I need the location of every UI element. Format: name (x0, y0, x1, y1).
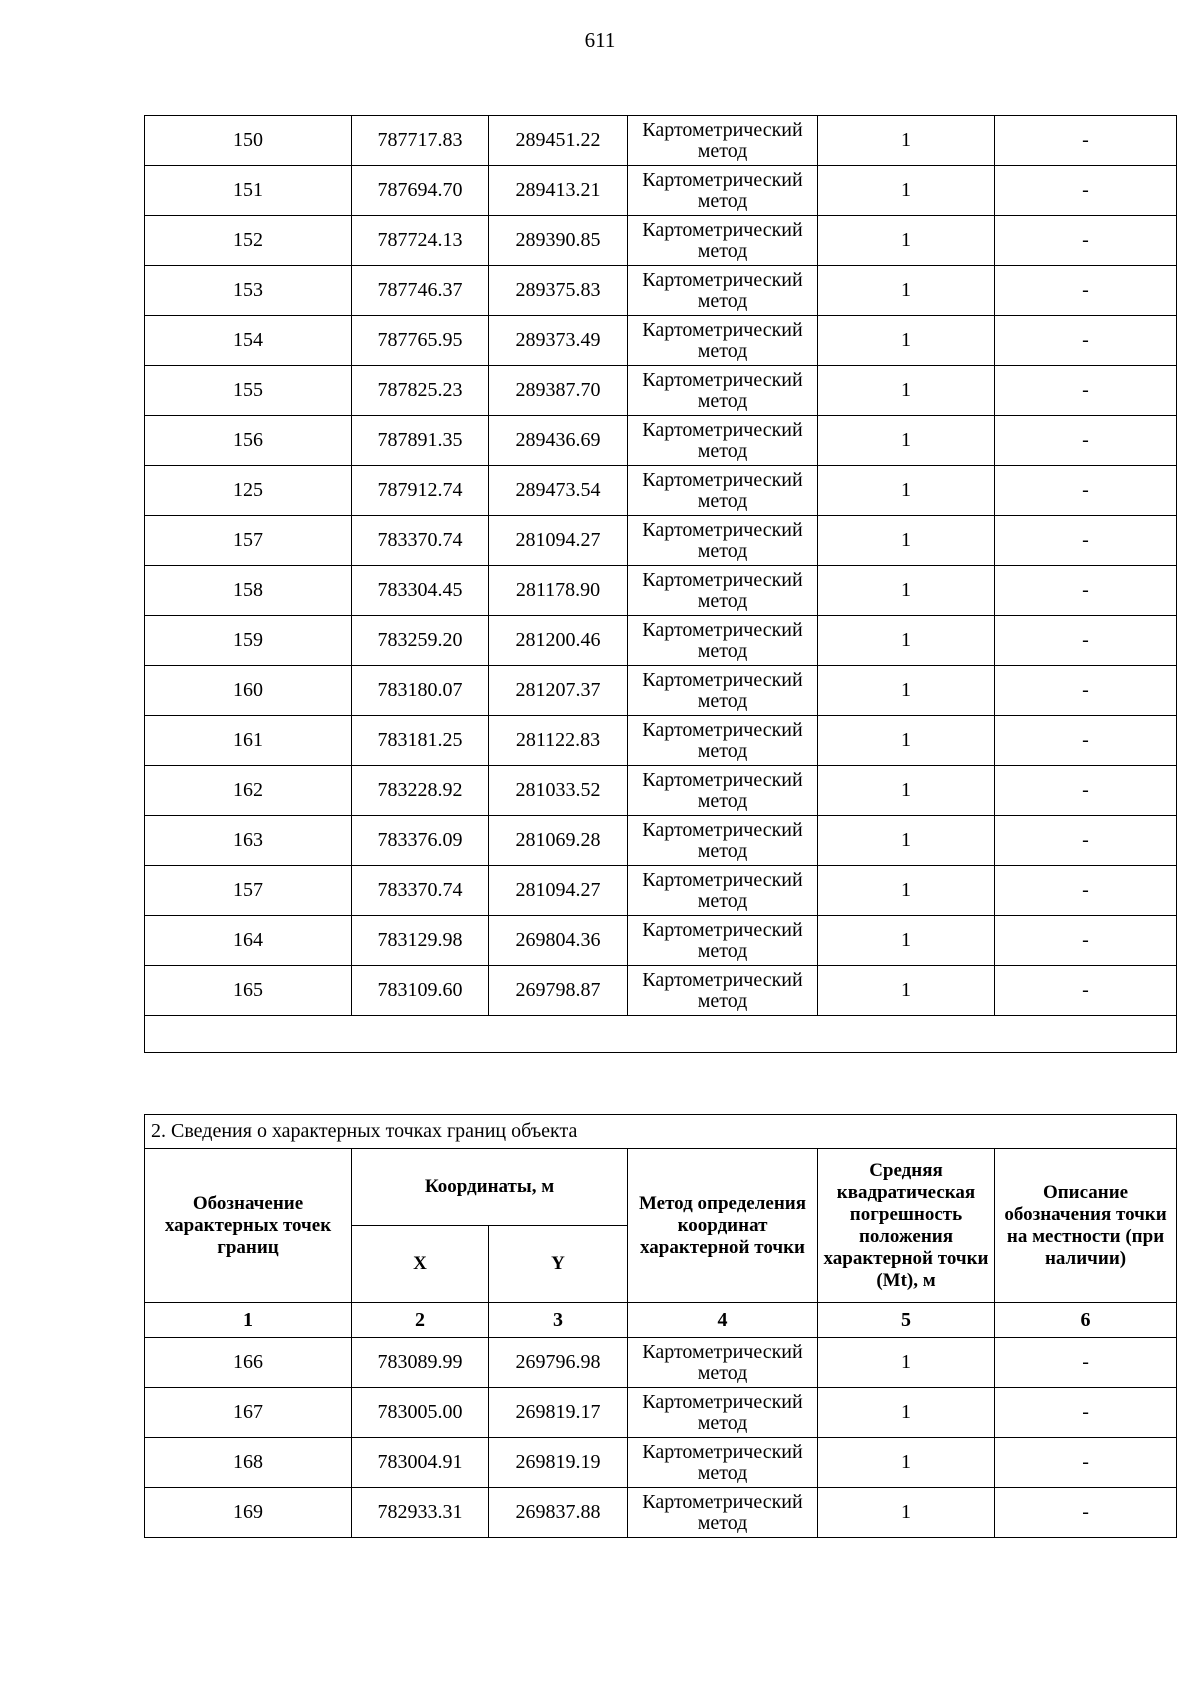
description-cell: - (995, 166, 1177, 216)
point-cell: 165 (145, 966, 352, 1016)
description-cell: - (995, 966, 1177, 1016)
table-row (145, 266, 1177, 316)
method-cell (628, 166, 818, 216)
method-line-2: метод (697, 739, 748, 762)
method-line-2: метод (697, 1461, 748, 1484)
method-line-2: метод (697, 989, 748, 1012)
mt-cell: 1 (818, 816, 995, 866)
method-cell (628, 466, 818, 516)
mt-cell: 1 (818, 116, 995, 166)
y-cell: 269804.36 (489, 916, 628, 966)
x-cell: 783109.60 (352, 966, 489, 1016)
method-line-2: метод (697, 539, 748, 562)
method-line-1: Картометрический (642, 318, 803, 341)
y-cell: 289373.49 (489, 316, 628, 366)
description-cell: - (995, 216, 1177, 266)
description-cell: - (995, 866, 1177, 916)
table-row (145, 916, 1177, 966)
x-cell: 787694.70 (352, 166, 489, 216)
point-cell: 166 (145, 1338, 352, 1388)
method-line-1: Картометрический (642, 118, 803, 141)
column-number: 4 (628, 1303, 818, 1338)
x-cell: 783376.09 (352, 816, 489, 866)
point-cell: 157 (145, 516, 352, 566)
point-cell: 160 (145, 666, 352, 716)
x-cell: 783089.99 (352, 1338, 489, 1388)
point-cell: 125 (145, 466, 352, 516)
x-cell: 782933.31 (352, 1488, 489, 1538)
y-cell: 281094.27 (489, 516, 628, 566)
mt-cell: 1 (818, 466, 995, 516)
method-line-2: метод (697, 489, 748, 512)
method-line-1: Картометрический (642, 718, 803, 741)
x-cell: 783180.07 (352, 666, 489, 716)
table-row (145, 466, 1177, 516)
mt-cell: 1 (818, 616, 995, 666)
mt-cell: 1 (818, 716, 995, 766)
method-cell (628, 816, 818, 866)
y-cell: 269837.88 (489, 1488, 628, 1538)
y-cell: 281200.46 (489, 616, 628, 666)
description-cell: - (995, 316, 1177, 366)
method-cell (628, 1438, 818, 1488)
header-coordinates: Координаты, м (352, 1149, 628, 1226)
method-cell (628, 366, 818, 416)
point-cell: 155 (145, 366, 352, 416)
y-cell: 281069.28 (489, 816, 628, 866)
method-line-2: метод (697, 639, 748, 662)
point-cell: 168 (145, 1438, 352, 1488)
column-number: 5 (818, 1303, 995, 1338)
y-cell: 281207.37 (489, 666, 628, 716)
description-cell: - (995, 566, 1177, 616)
x-cell: 787825.23 (352, 366, 489, 416)
header-x: X (352, 1226, 489, 1303)
method-line-2: метод (697, 689, 748, 712)
header-mt: Средняя квадратическая погрешность положения характерной точки (Mt), м (818, 1149, 995, 1303)
method-cell (628, 916, 818, 966)
section-title: 2. Сведения о характерных точках границ объекта (145, 1115, 1177, 1149)
x-cell: 783129.98 (352, 916, 489, 966)
point-cell: 163 (145, 816, 352, 866)
method-cell (628, 266, 818, 316)
table-row (145, 216, 1177, 266)
y-cell: 289451.22 (489, 116, 628, 166)
point-cell: 150 (145, 116, 352, 166)
method-line-1: Картометрический (642, 168, 803, 191)
description-cell: - (995, 366, 1177, 416)
table-row (145, 1488, 1177, 1538)
method-cell (628, 516, 818, 566)
mt-cell: 1 (818, 766, 995, 816)
method-line-1: Картометрический (642, 1490, 803, 1513)
page-number: 611 (584, 28, 616, 52)
y-cell: 269796.98 (489, 1338, 628, 1388)
table-row (145, 866, 1177, 916)
y-cell: 289473.54 (489, 466, 628, 516)
mt-cell: 1 (818, 216, 995, 266)
method-cell (628, 416, 818, 466)
method-cell (628, 1338, 818, 1388)
method-line-2: метод (697, 1361, 748, 1384)
mt-cell: 1 (818, 166, 995, 216)
description-cell: - (995, 266, 1177, 316)
point-cell: 169 (145, 1488, 352, 1538)
y-cell: 281033.52 (489, 766, 628, 816)
method-line-2: метод (697, 289, 748, 312)
method-cell (628, 316, 818, 366)
table-1-body (145, 116, 1177, 1053)
column-number: 3 (489, 1303, 628, 1338)
description-cell: - (995, 1438, 1177, 1488)
method-line-2: метод (697, 889, 748, 912)
method-cell (628, 666, 818, 716)
description-cell: - (995, 466, 1177, 516)
table-row (145, 366, 1177, 416)
x-cell: 787717.83 (352, 116, 489, 166)
method-line-2: метод (697, 789, 748, 812)
point-cell: 158 (145, 566, 352, 616)
description-cell: - (995, 616, 1177, 666)
y-cell: 289387.70 (489, 366, 628, 416)
method-line-1: Картометрический (642, 868, 803, 891)
table-2-header (145, 1115, 1177, 1338)
y-cell: 269798.87 (489, 966, 628, 1016)
method-line-1: Картометрический (642, 268, 803, 291)
y-cell: 281122.83 (489, 716, 628, 766)
point-cell: 162 (145, 766, 352, 816)
method-line-1: Картометрический (642, 918, 803, 941)
point-cell: 159 (145, 616, 352, 666)
table-row (145, 966, 1177, 1016)
table-row (145, 1438, 1177, 1488)
y-cell: 281178.90 (489, 566, 628, 616)
table-row (145, 316, 1177, 366)
method-line-2: метод (697, 439, 748, 462)
mt-cell: 1 (818, 916, 995, 966)
method-cell (628, 116, 818, 166)
description-cell: - (995, 1338, 1177, 1388)
method-line-2: метод (697, 139, 748, 162)
table-row (145, 616, 1177, 666)
header-method: Метод определения координат характерной точки (628, 1149, 818, 1303)
header-y: Y (489, 1226, 628, 1303)
y-cell: 281094.27 (489, 866, 628, 916)
point-cell: 164 (145, 916, 352, 966)
boundary-points-table (144, 1114, 1177, 1538)
point-cell: 151 (145, 166, 352, 216)
method-line-2: метод (697, 389, 748, 412)
description-cell: - (995, 116, 1177, 166)
method-line-2: метод (697, 1511, 748, 1534)
header-description: Описание обозначения точки на местности (при наличии) (995, 1149, 1177, 1303)
method-line-2: метод (697, 189, 748, 212)
point-cell: 156 (145, 416, 352, 466)
method-cell (628, 616, 818, 666)
y-cell: 289375.83 (489, 266, 628, 316)
mt-cell: 1 (818, 1438, 995, 1488)
point-cell: 152 (145, 216, 352, 266)
x-cell: 783370.74 (352, 866, 489, 916)
coordinates-table-continued (144, 115, 1177, 1053)
point-cell: 154 (145, 316, 352, 366)
table-row (145, 166, 1177, 216)
method-line-1: Картометрический (642, 568, 803, 591)
description-cell: - (995, 716, 1177, 766)
description-cell: - (995, 1488, 1177, 1538)
x-cell: 783304.45 (352, 566, 489, 616)
method-line-1: Картометрический (642, 1440, 803, 1463)
empty-row (145, 1016, 1177, 1053)
method-cell (628, 966, 818, 1016)
description-cell: - (995, 1388, 1177, 1438)
description-cell: - (995, 766, 1177, 816)
table-row (145, 766, 1177, 816)
point-cell: 157 (145, 866, 352, 916)
x-cell: 783181.25 (352, 716, 489, 766)
table-row (145, 1338, 1177, 1388)
description-cell: - (995, 516, 1177, 566)
method-line-2: метод (697, 1411, 748, 1434)
method-line-1: Картометрический (642, 818, 803, 841)
method-line-1: Картометрический (642, 1390, 803, 1413)
method-line-2: метод (697, 339, 748, 362)
table-2-body (145, 1338, 1177, 1538)
y-cell: 269819.19 (489, 1438, 628, 1488)
mt-cell: 1 (818, 266, 995, 316)
method-cell (628, 766, 818, 816)
table-row (145, 1388, 1177, 1438)
description-cell: - (995, 916, 1177, 966)
table-row (145, 716, 1177, 766)
x-cell: 783370.74 (352, 516, 489, 566)
mt-cell: 1 (818, 1388, 995, 1438)
table-row (145, 416, 1177, 466)
y-cell: 289390.85 (489, 216, 628, 266)
point-cell: 153 (145, 266, 352, 316)
method-cell (628, 216, 818, 266)
method-line-1: Картометрический (642, 368, 803, 391)
method-cell (628, 716, 818, 766)
point-cell: 161 (145, 716, 352, 766)
mt-cell: 1 (818, 1488, 995, 1538)
column-number: 2 (352, 1303, 489, 1338)
method-line-2: метод (697, 939, 748, 962)
x-cell: 787891.35 (352, 416, 489, 466)
header-point-designation: Обозначение характерных точек границ (145, 1149, 352, 1303)
mt-cell: 1 (818, 1338, 995, 1388)
mt-cell: 1 (818, 866, 995, 916)
x-cell: 787724.13 (352, 216, 489, 266)
method-cell (628, 566, 818, 616)
method-line-2: метод (697, 239, 748, 262)
mt-cell: 1 (818, 316, 995, 366)
method-line-1: Картометрический (642, 768, 803, 791)
method-line-1: Картометрический (642, 1340, 803, 1363)
y-cell: 269819.17 (489, 1388, 628, 1438)
method-line-1: Картометрический (642, 668, 803, 691)
x-cell: 783259.20 (352, 616, 489, 666)
table-row (145, 566, 1177, 616)
description-cell: - (995, 666, 1177, 716)
table-row (145, 816, 1177, 866)
method-line-1: Картометрический (642, 968, 803, 991)
method-line-1: Картометрический (642, 518, 803, 541)
y-cell: 289436.69 (489, 416, 628, 466)
table-row (145, 516, 1177, 566)
empty-cell (145, 1016, 1177, 1053)
x-cell: 787746.37 (352, 266, 489, 316)
method-line-2: метод (697, 839, 748, 862)
mt-cell: 1 (818, 966, 995, 1016)
description-cell: - (995, 416, 1177, 466)
x-cell: 787912.74 (352, 466, 489, 516)
column-number: 6 (995, 1303, 1177, 1338)
mt-cell: 1 (818, 566, 995, 616)
y-cell: 289413.21 (489, 166, 628, 216)
x-cell: 783005.00 (352, 1388, 489, 1438)
mt-cell: 1 (818, 366, 995, 416)
x-cell: 787765.95 (352, 316, 489, 366)
mt-cell: 1 (818, 516, 995, 566)
mt-cell: 1 (818, 416, 995, 466)
method-line-2: метод (697, 589, 748, 612)
method-cell (628, 866, 818, 916)
description-cell: - (995, 816, 1177, 866)
method-cell (628, 1488, 818, 1538)
column-number: 1 (145, 1303, 352, 1338)
x-cell: 783004.91 (352, 1438, 489, 1488)
method-cell (628, 1388, 818, 1438)
method-line-1: Картометрический (642, 468, 803, 491)
x-cell: 783228.92 (352, 766, 489, 816)
point-cell: 167 (145, 1388, 352, 1438)
method-line-1: Картометрический (642, 218, 803, 241)
method-line-1: Картометрический (642, 418, 803, 441)
method-line-1: Картометрический (642, 618, 803, 641)
table-row (145, 666, 1177, 716)
mt-cell: 1 (818, 666, 995, 716)
table-row (145, 116, 1177, 166)
